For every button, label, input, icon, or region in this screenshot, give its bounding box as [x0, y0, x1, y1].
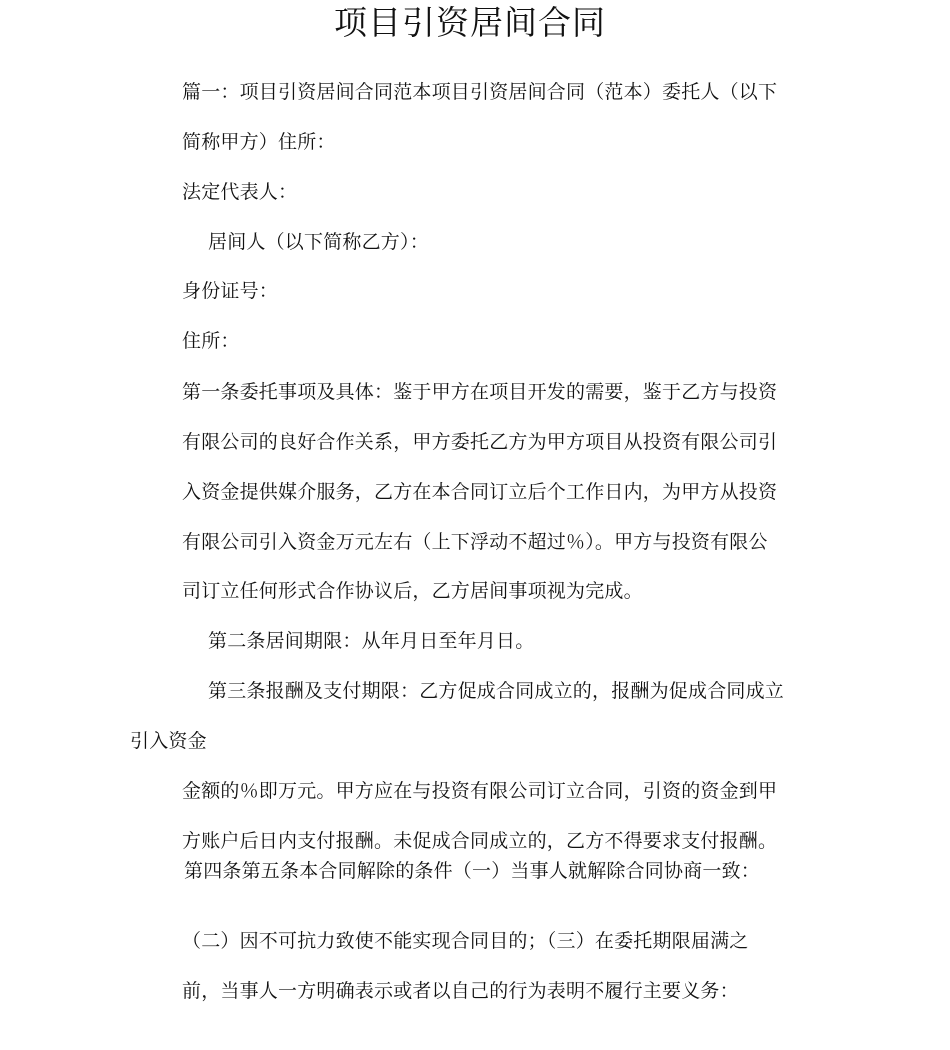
paragraph-line: 有限公司的良好合作关系，甲方委托乙方为甲方项目从投资有限公司引 [182, 431, 778, 453]
paragraph-line: 住所： [182, 330, 240, 352]
document-title: 项目引资居间合同 [334, 3, 606, 42]
paragraph-line: 法定代表人： [182, 181, 298, 203]
paragraph-line: 身份证号： [182, 280, 279, 302]
paragraph-line: 前，当事人一方明确表示或者以自己的行为表明不履行主要义务： [182, 980, 739, 1002]
paragraph-line: 第二条居间期限：从年月日至年月日。 [208, 630, 535, 652]
paragraph-line: 入资金提供媒介服务，乙方在本合同订立后个工作日内，为甲方从投资 [182, 481, 778, 503]
paragraph-line: 篇一：项目引资居间合同范本项目引资居间合同（范本）委托人（以下 [182, 81, 778, 103]
paragraph-line: 金额的％即万元。甲方应在与投资有限公司订立合同，引资的资金到甲 [182, 780, 778, 802]
paragraph-line: 居间人（以下简称乙方）： [208, 231, 429, 253]
paragraph-line: 引入资金 [130, 730, 207, 752]
paragraph-line: 司订立任何形式合作协议后，乙方居间事项视为完成。 [182, 580, 643, 602]
paragraph-line: 有限公司引入资金万元左右（上下浮动不超过％）。甲方与投资有限公 [182, 531, 768, 553]
paragraph-line: 第四条第五条本合同解除的条件（一）当事人就解除合同协商一致： [184, 860, 761, 882]
paragraph-line: 方账户后日内支付报酬。未促成合同成立的，乙方不得要求支付报酬。 [182, 830, 778, 852]
paragraph-line: （二）因不可抗力致使不能实现合同目的；（三）在委托期限届满之 [182, 930, 749, 952]
paragraph-line: 第一条委托事项及具体：鉴于甲方在项目开发的需要，鉴于乙方与投资 [182, 381, 778, 403]
paragraph-line: 第三条报酬及支付期限：乙方促成合同成立的，报酬为促成合同成立 [208, 680, 785, 702]
paragraph-line: 简称甲方）住所： [182, 131, 336, 153]
